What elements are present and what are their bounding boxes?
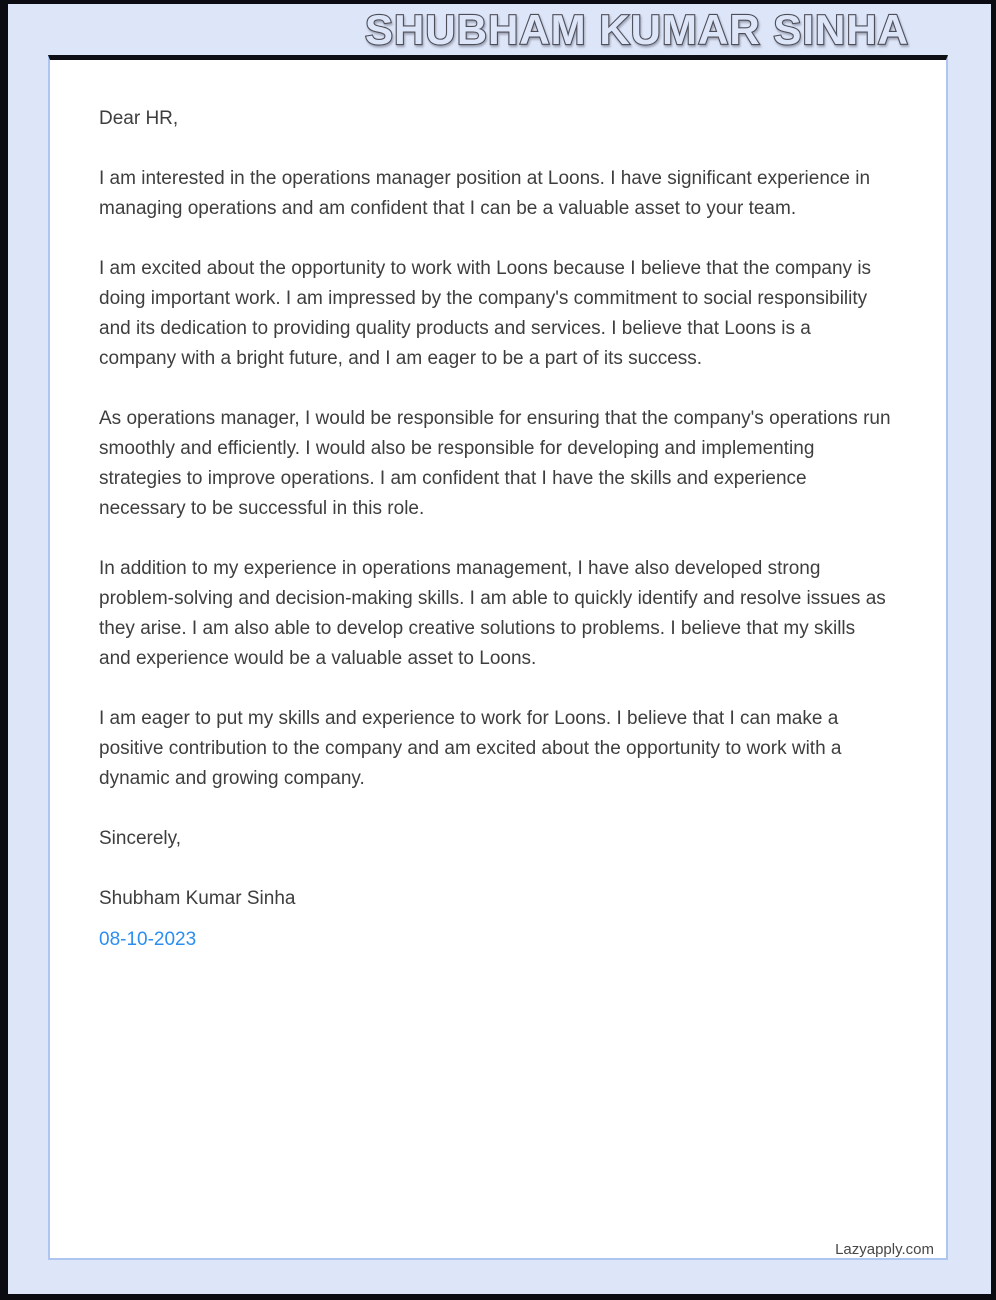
- cover-letter-body: [99, 104, 891, 955]
- closing: Sincerely,: [99, 828, 182, 849]
- signature-date: 08-10-2023: [99, 929, 197, 950]
- letter-paragraph: I am eager to put my skills and experience to work for Loons. I believe that I can make a positive contribution to the company and am excited about the opportunity to work with a dynamic and growing company.: [99, 708, 842, 789]
- lazyapply-watermark: Lazyapply.com: [835, 1241, 934, 1258]
- candidate-name-title: SHUBHAM KUMAR SINHA: [365, 5, 909, 53]
- letter-paragraph: As operations manager, I would be responsible for ensuring that the company's operations run smoothly and efficiently. I would also be responsible for developing and implementing strategies to improve operations. I am confident that I have the skills and experience necessary to be successful in this role.: [99, 408, 891, 519]
- letter-paragraph: In addition to my experience in operations management, I have also developed strong problem-solving and decision-making skills. I am able to quickly identify and resolve issues as they arise. I am also able to develop creative solutions to problems. I believe that my skills and experience would be a valuable asset to Loons.: [99, 558, 886, 669]
- letter-paragraph: I am excited about the opportunity to work with Loons because I believe that the company is doing important work. I am impressed by the company's commitment to social responsibility and its dedication to providing quality products and services. I believe that Loons is a company with a bright future, and I am eager to be a part of its success.: [99, 258, 872, 369]
- letter-page: [48, 55, 948, 1260]
- signature-name: Shubham Kumar Sinha: [99, 888, 296, 909]
- salutation: Dear HR,: [99, 108, 179, 129]
- masthead: [8, 4, 951, 55]
- letter-paragraph: I am interested in the operations manager position at Loons. I have significant experience in managing operations and am confident that I can be a valuable asset to your team.: [99, 168, 871, 219]
